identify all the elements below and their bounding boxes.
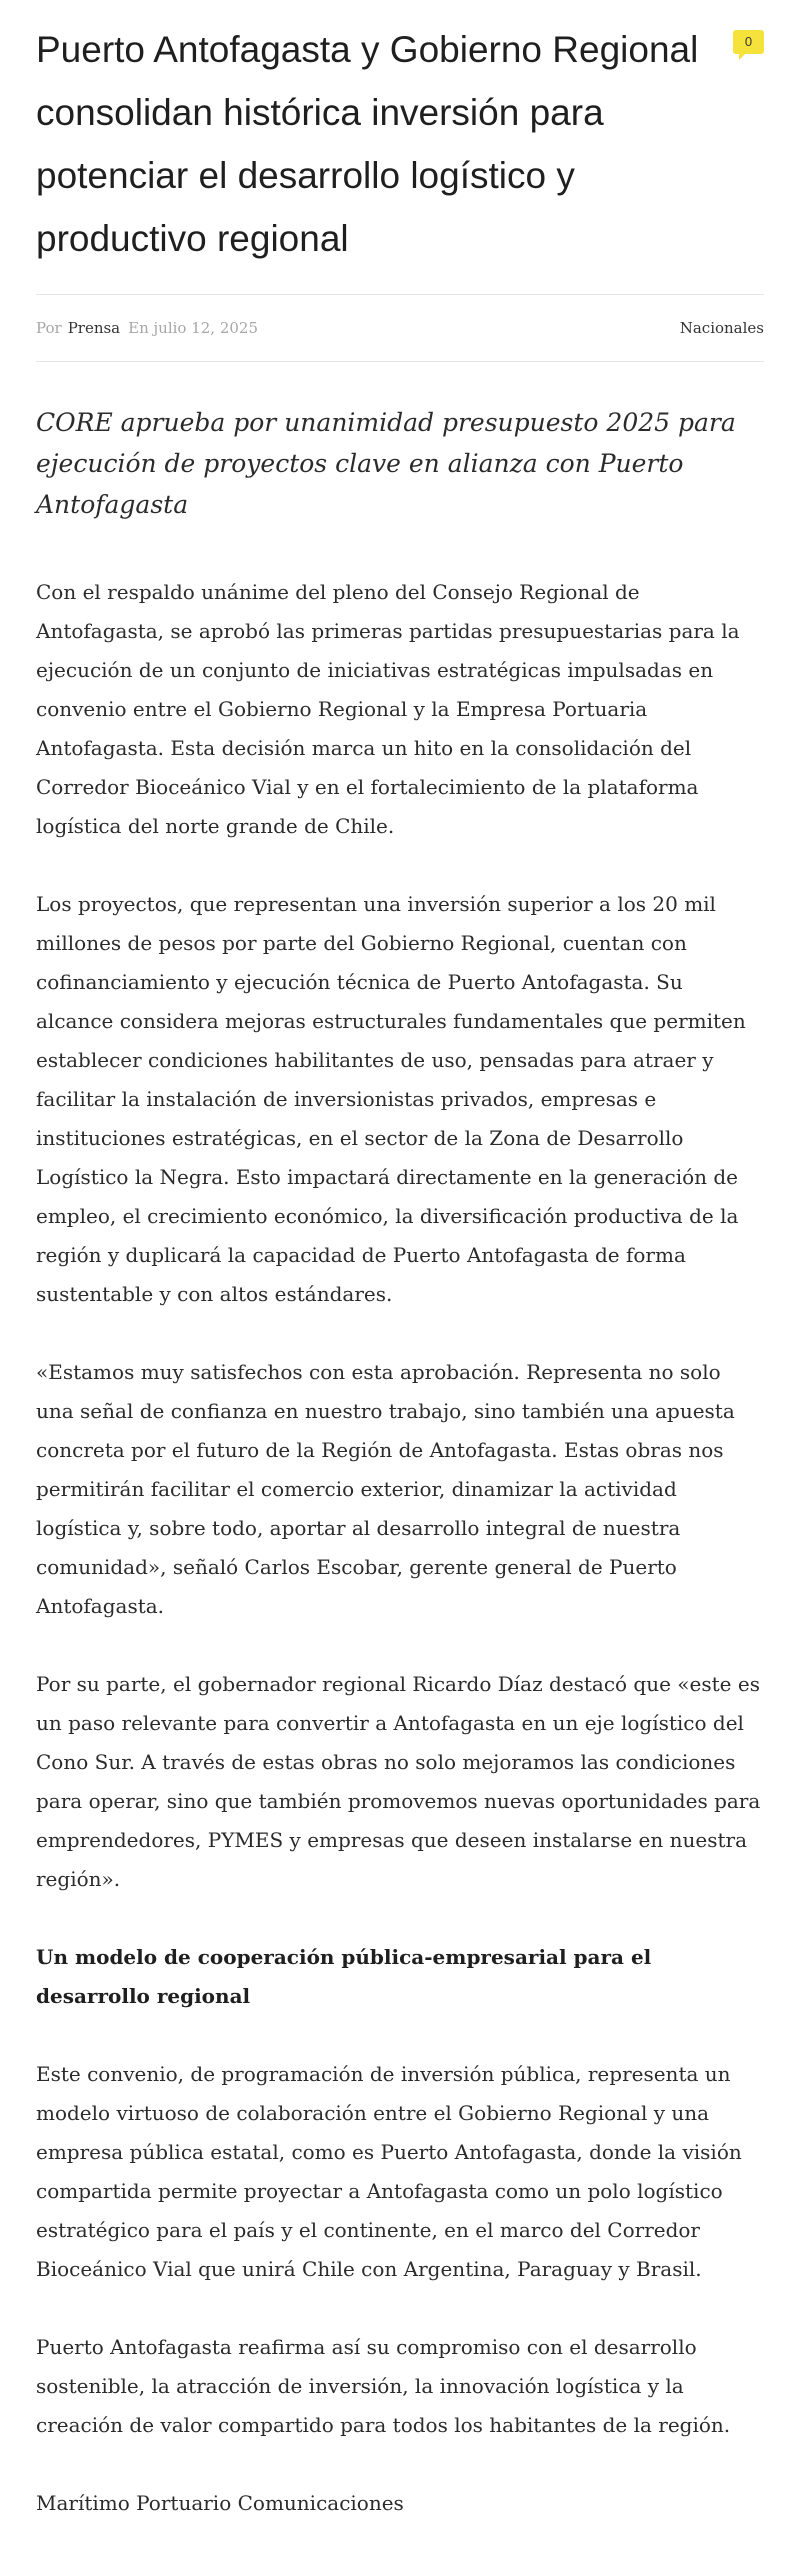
author-prefix: Por bbox=[36, 319, 62, 337]
post-date: En julio 12, 2025 bbox=[128, 319, 259, 337]
article-signature: Marítimo Portuario Comunicaciones bbox=[36, 2491, 404, 2515]
comments-count[interactable]: 0 bbox=[744, 34, 753, 49]
paragraph: Con el respaldo unánime del pleno del Consejo Regional de Antofagasta, se aprobó las primeras partidas presupuestarias para la ejecución de un conjunto de iniciativas estratégicas impulsadas en convenio entre el Gobierno Regional y la Empresa Portuaria Antofagasta. Esta decisión marca un hito en la consolidación del Corredor Bioceánico Vial y en el fortalecimiento de la plataforma logística del norte grande de Chile. bbox=[36, 580, 740, 838]
article-lead: CORE aprueba por unanimidad presupuesto 2025 para ejecución de proyectos clave en alianza con Puerto Antofagasta bbox=[36, 408, 736, 519]
category-link[interactable]: Nacionales bbox=[679, 319, 764, 337]
paragraph: «Estamos muy satisfechos con esta aprobación. Representa no solo una señal de confianza en nuestro trabajo, sino también una apuesta concreta por el futuro de la Región de Antofagasta. Estas obras nos permitirán facilitar el comercio exterior, dinamizar la actividad logística y, sobre todo, aportar al desarrollo integral de nuestra comunidad», señaló Carlos Escobar, gerente general de Puerto Antofagasta. bbox=[36, 1360, 735, 1618]
paragraph: Los proyectos, que representan una inversión superior a los 20 mil millones de pesos por parte del Gobierno Regional, cuentan con cofinanciamiento y ejecución técnica de Puerto Antofagasta. Su alcance considera mejoras estructurales fundamentales que permiten establecer condiciones habilitantes de uso, pensadas para atraer y facilitar la instalación de inversionistas privados, empresas e instituciones estratégicas, en el sector de la Zona de Desarrollo Logístico la Negra. Esto impactará directamente en la generación de empleo, el crecimiento económico, la diversificación productiva de la región y duplicará la capacidad de Puerto Antofagasta de forma sustentable y con altos estándares. bbox=[36, 892, 746, 1306]
paragraph: Puerto Antofagasta reafirma así su compromiso con el desarrollo sostenible, la atracción de inversión, la innovación logística y la creación de valor compartido para todos los habitantes de la región. bbox=[36, 2335, 731, 2437]
article-body bbox=[36, 402, 764, 2562]
paragraph: Por su parte, el gobernador regional Ricardo Díaz destacó que «este es un paso relevante para convertir a Antofagasta en un eje logístico del Cono Sur. A través de estas obras no solo mejoramos las condiciones para operar, sino que también promovemos nuevas oportunidades para emprendedores, PYMES y empresas que deseen instalarse en nuestra región». bbox=[36, 1672, 761, 1891]
post-meta bbox=[36, 294, 764, 362]
author-link[interactable]: Prensa bbox=[67, 319, 121, 337]
section-heading: Un modelo de cooperación pública-empresarial para el desarrollo regional bbox=[36, 1945, 652, 2008]
post-header bbox=[36, 18, 764, 270]
paragraph: Este convenio, de programación de inversión pública, representa un modelo virtuoso de colaboración entre el Gobierno Regional y una empresa pública estatal, como es Puerto Antofagasta, donde la visión compartida permite proyectar a Antofagasta como un polo logístico estratégico para el país y el continente, en el marco del Corredor Bioceánico Vial que unirá Chile con Argentina, Paraguay y Brasil. bbox=[36, 2062, 742, 2281]
comment-bubble-icon[interactable] bbox=[733, 30, 764, 54]
page-title: Puerto Antofagasta y Gobierno Regional consolidan histórica inversión para potenciar el desarrollo logístico y productivo regional bbox=[36, 29, 699, 259]
